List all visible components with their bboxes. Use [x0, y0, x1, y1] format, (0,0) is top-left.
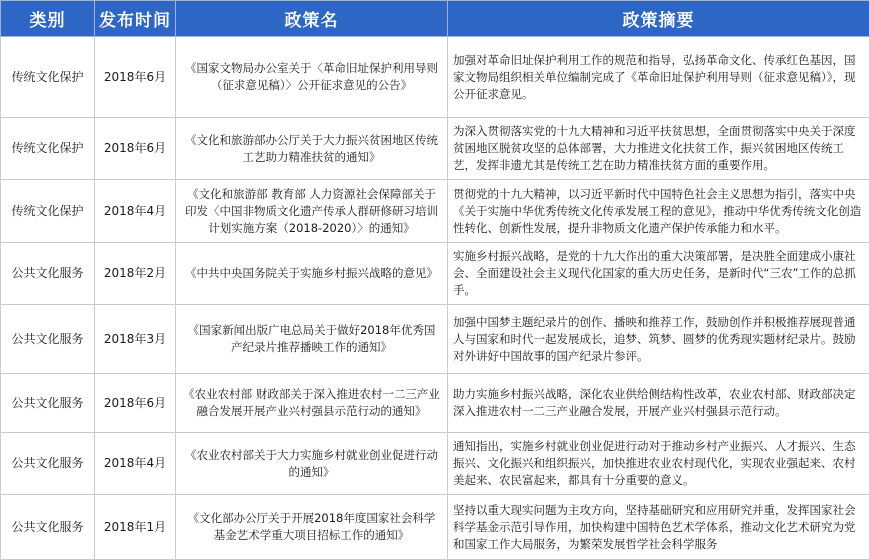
date-cell: 2018年2月: [95, 243, 176, 305]
category-cell: 公共文化服务: [1, 243, 95, 305]
table-row: [1, 305, 869, 374]
table-row: [1, 374, 869, 433]
policy-summary-cell: 通知指出，实施乡村就业创业促进行动对于推动乡村产业振兴、人才振兴、生态振兴、文化振兴和组织振兴，加快推进农业农村现代化，实现农业强起来、农村美起来、农民富起来，都具有十分重要的意义。: [448, 433, 869, 495]
date-cell: 2018年3月: [95, 305, 176, 374]
policy-summary-cell: 加强对革命旧址保护利用工作的规范和指导，弘扬革命文化、传承红色基因，国家文物局组织相关单位编制完成了《革命旧址保护利用导则（征求意见稿）》，现公开征求意见。: [448, 37, 869, 118]
table-row: [1, 433, 869, 495]
date-cell: 2018年4月: [95, 180, 176, 243]
policy-name-cell: 《文化和旅游部办公厅关于大力振兴贫困地区传统工艺助力精准扶贫的通知》: [176, 118, 448, 180]
table-row: [1, 118, 869, 180]
category-cell: 公共文化服务: [1, 495, 95, 560]
policy-summary-cell: 助力实施乡村振兴战略，深化农业供给侧结构性改革，农业农村部、财政部决定深入推进农村一二三产业融合发展，开展产业兴村强县示范行动。: [448, 374, 869, 433]
policy-name-cell: 《农业农村部 财政部关于深入推进农村一二三产业融合发展开展产业兴村强县示范行动的通知》: [176, 374, 448, 433]
policy-name-cell: 《国家文物局办公室关于〈革命旧址保护利用导则（征求意见稿）〉公开征求意见的公告》: [176, 37, 448, 118]
table-row: [1, 180, 869, 243]
table-row: [1, 495, 869, 560]
date-cell: 2018年6月: [95, 37, 176, 118]
policy-name-cell: 《中共中央国务院关于实施乡村振兴战略的意见》: [176, 243, 448, 305]
policy-summary-cell: 坚持以重大现实问题为主攻方向，坚持基础研究和应用研究并重，发挥国家社会科学基金示范引导作用，加快构建中国特色艺术学体系，推动文化艺术研究为党和国家工作大局服务，为繁荣发展哲学社会科学服务: [448, 495, 869, 560]
table-row: [1, 243, 869, 305]
category-cell: 传统文化保护: [1, 180, 95, 243]
category-cell: 公共文化服务: [1, 433, 95, 495]
category-cell: 传统文化保护: [1, 37, 95, 118]
header-category: 类别: [1, 1, 95, 37]
date-cell: 2018年6月: [95, 118, 176, 180]
policy-summary-cell: 实施乡村振兴战略，是党的十九大作出的重大决策部署，是决胜全面建成小康社会、全面建设社会主义现代化国家的重大历史任务，是新时代“三农”工作的总抓手。: [448, 243, 869, 305]
policy-name-cell: 《文化部办公厅关于开展2018年度国家社会科学基金艺术学重大项目招标工作的通知》: [176, 495, 448, 560]
date-cell: 2018年6月: [95, 374, 176, 433]
header-policy-name: 政策名: [176, 1, 448, 37]
table-row: [1, 37, 869, 118]
policy-name-cell: 《国家新闻出版广电总局关于做好2018年优秀国产纪录片推荐播映工作的通知》: [176, 305, 448, 374]
policy-summary-cell: 为深入贯彻落实党的十九大精神和习近平扶贫思想，全面贯彻落实中央关于深度贫困地区脱贫攻坚的总体部署，大力推进文化扶贫工作，振兴贫困地区传统工艺，发挥非遗尤其是传统工艺在助力精准扶贫方面的重要作用。: [448, 118, 869, 180]
category-cell: 公共文化服务: [1, 374, 95, 433]
date-cell: 2018年1月: [95, 495, 176, 560]
category-cell: 传统文化保护: [1, 118, 95, 180]
category-cell: 公共文化服务: [1, 305, 95, 374]
policy-summary-cell: 贯彻党的十九大精神，以习近平新时代中国特色社会主义思想为指引，落实中央《关于实施中华优秀传统文化传承发展工程的意见》，推动中华优秀传统文化创造性转化、创新性发展，提升非物质文化遗产保护传承能力和水平。: [448, 180, 869, 243]
header-policy-summary: 政策摘要: [448, 1, 869, 37]
policy-name-cell: 《文化和旅游部 教育部 人力资源社会保障部关于印发〈中国非物质文化遗产传承人群研修研习培训计划实施方案（2018-2020）〉的通知》: [176, 180, 448, 243]
policy-summary-cell: 加强中国梦主题纪录片的创作、播映和推荐工作，鼓励创作并积极推荐展现普通人与国家和时代一起发展成长，追梦、筑梦、圆梦的优秀现实题材纪录片。鼓励对外讲好中国故事的国产纪录片参评。: [448, 305, 869, 374]
header-date: 发布时间: [95, 1, 176, 37]
policy-name-cell: 《农业农村部关于大力实施乡村就业创业促进行动的通知》: [176, 433, 448, 495]
date-cell: 2018年4月: [95, 433, 176, 495]
header-row: [1, 1, 869, 37]
